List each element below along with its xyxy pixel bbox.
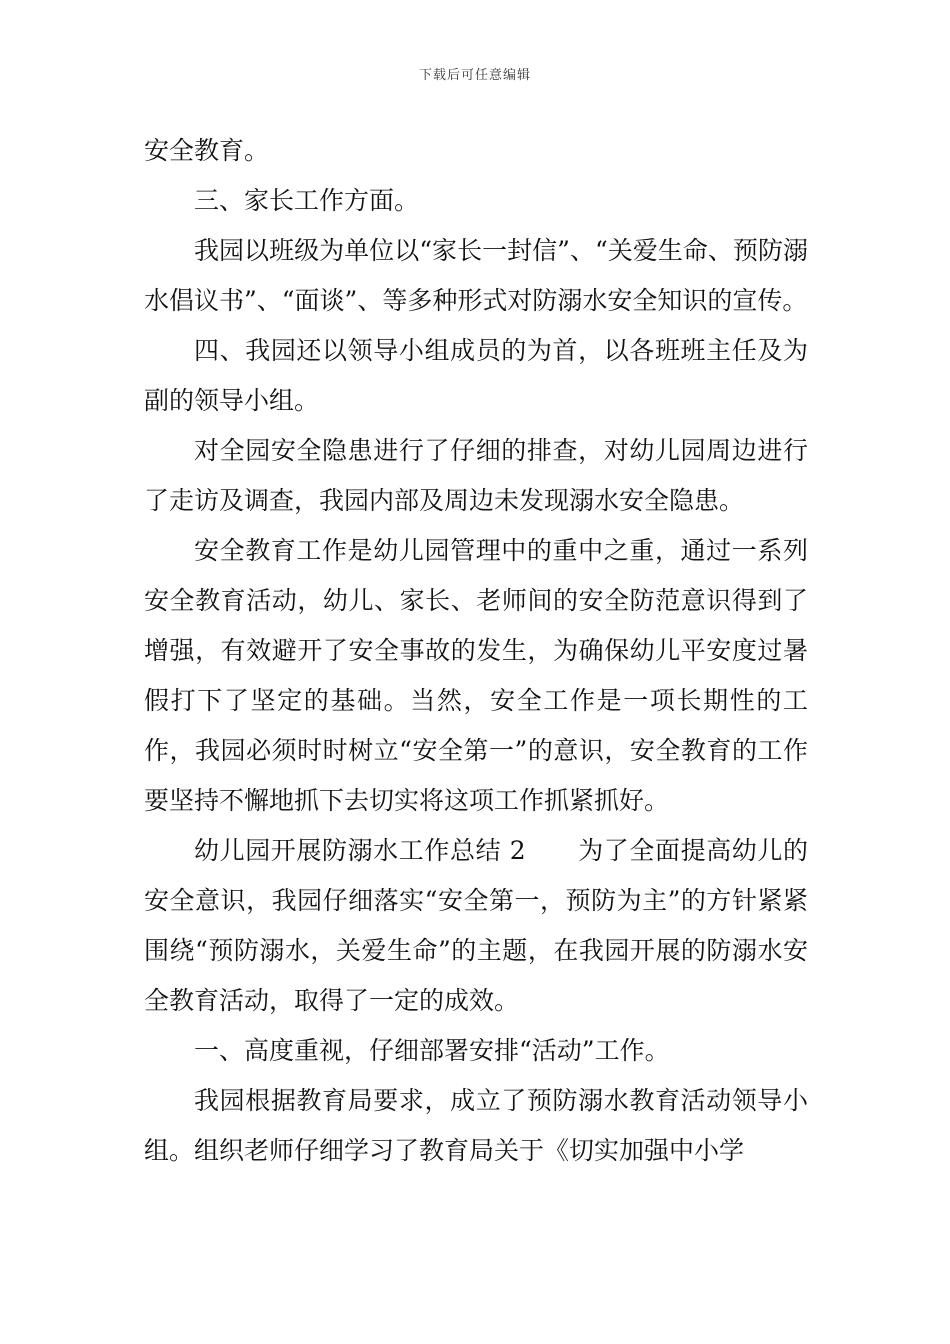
section-title: 幼儿园开展防溺水工作总结 2 — [194, 836, 526, 865]
paragraph-6: 安全教育工作是幼儿园管理中的重中之重，通过一系列安全教育活动，幼儿、家长、老师间的安全防范意识得到了增强，有效避开了安全事故的发生，为确保幼儿平安度过暑假打下了坚定的基础。当然，安全工作是一项长期性的工作，我园必须时时树立“安全第一”的意识，安全教育的工作要坚持不懈地抓下去切实将这项工作抓紧抓好。 — [144, 536, 808, 815]
paragraph-8: 一、高度重视，仔细部署安排“活动”工作。 — [194, 1036, 670, 1065]
paragraph-7-body: 为了全面提高幼儿的安全意识，我园仔细落实“安全第一，预防为主”的方针紧紧围绕“预防溺水，关爱生命”的主题，在我园开展的防溺水安全教育活动，取得了一定的成效。 — [144, 836, 808, 1015]
paragraph-3: 我园以班级为单位以“家长一封信”、“关爱生命、预防溺水倡议书”、“面谈”、等多种形式对防溺水安全知识的宣传。 — [144, 236, 808, 315]
paragraph-7 — [144, 826, 808, 1026]
paragraph-4: 四、我园还以领导小组成员的为首，以各班班主任及为副的领导小组。 — [144, 336, 808, 415]
paragraph-2: 三、家长工作方面。 — [194, 186, 420, 215]
document-body — [144, 126, 808, 1176]
page-header: 下载后可任意编辑 — [418, 68, 531, 83]
paragraph-9: 我园根据教育局要求，成立了预防溺水教育活动领导小组。组织老师仔细学习了教育局关于《切实加强中小学 — [144, 1086, 808, 1165]
paragraph-5: 对全园安全隐患进行了仔细的排查，对幼儿园周边进行了走访及调查，我园内部及周边未发现溺水安全隐患。 — [144, 436, 808, 515]
paragraph-1: 安全教育。 — [144, 136, 270, 165]
